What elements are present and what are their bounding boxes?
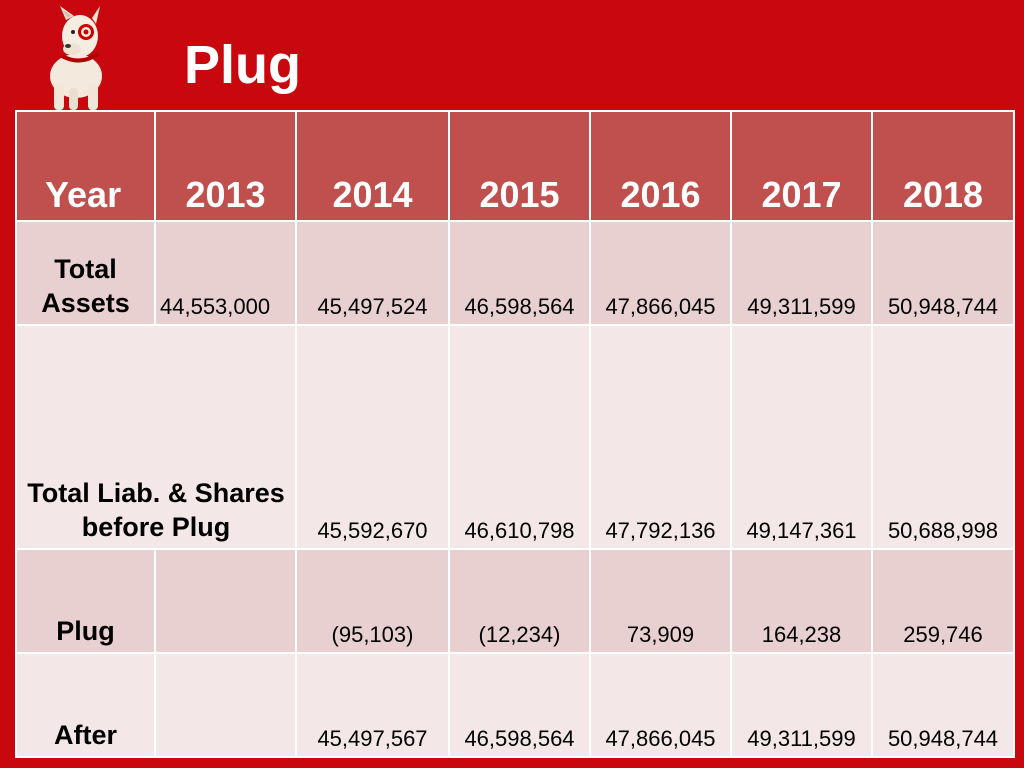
table-row-total-liab [16, 325, 1014, 549]
header-cell-2014: 2014 [296, 111, 449, 221]
row-label: Total Assets [16, 221, 155, 325]
table-cell [155, 653, 296, 757]
table-cell [155, 549, 296, 653]
header-cell-2013: 2013 [155, 111, 296, 221]
table-cell: 45,592,670 [296, 325, 449, 549]
table-cell: 46,598,564 [449, 221, 590, 325]
table-header-row [16, 111, 1014, 221]
financial-table [15, 110, 1015, 758]
table-cell: 46,610,798 [449, 325, 590, 549]
header-cell-2016: 2016 [590, 111, 731, 221]
header-cell-2015: 2015 [449, 111, 590, 221]
header-cell-2018: 2018 [872, 111, 1014, 221]
table-cell: 46,598,564 [449, 653, 590, 757]
table-cell: (95,103) [296, 549, 449, 653]
table-cell: 50,948,744 [872, 653, 1014, 757]
header-cell-2017: 2017 [731, 111, 872, 221]
table-cell: 45,497,567 [296, 653, 449, 757]
table-row-after [16, 653, 1014, 757]
table-cell: 73,909 [590, 549, 731, 653]
table-cell: (12,234) [449, 549, 590, 653]
table-cell: 47,866,045 [590, 653, 731, 757]
header-cell-year: Year [16, 111, 155, 221]
table-cell: 49,147,361 [731, 325, 872, 549]
row-label: After [16, 653, 155, 757]
table-row-total-assets [16, 221, 1014, 325]
table-cell: 259,746 [872, 549, 1014, 653]
row-label: Plug [16, 549, 155, 653]
slide-title: Plug [184, 35, 301, 95]
table-cell: 50,688,998 [872, 325, 1014, 549]
table-cell: 44,553,000 [155, 221, 296, 325]
table-cell: 47,866,045 [590, 221, 731, 325]
table-cell: 49,311,599 [731, 221, 872, 325]
table-row-plug [16, 549, 1014, 653]
table-cell: 50,948,744 [872, 221, 1014, 325]
table-cell: 47,792,136 [590, 325, 731, 549]
row-label: Total Liab. & Shares before Plug [16, 325, 296, 549]
bull-terrier-mascot-icon [36, 6, 116, 112]
table-cell: 164,238 [731, 549, 872, 653]
table-cell: 45,497,524 [296, 221, 449, 325]
table-cell: 49,311,599 [731, 653, 872, 757]
